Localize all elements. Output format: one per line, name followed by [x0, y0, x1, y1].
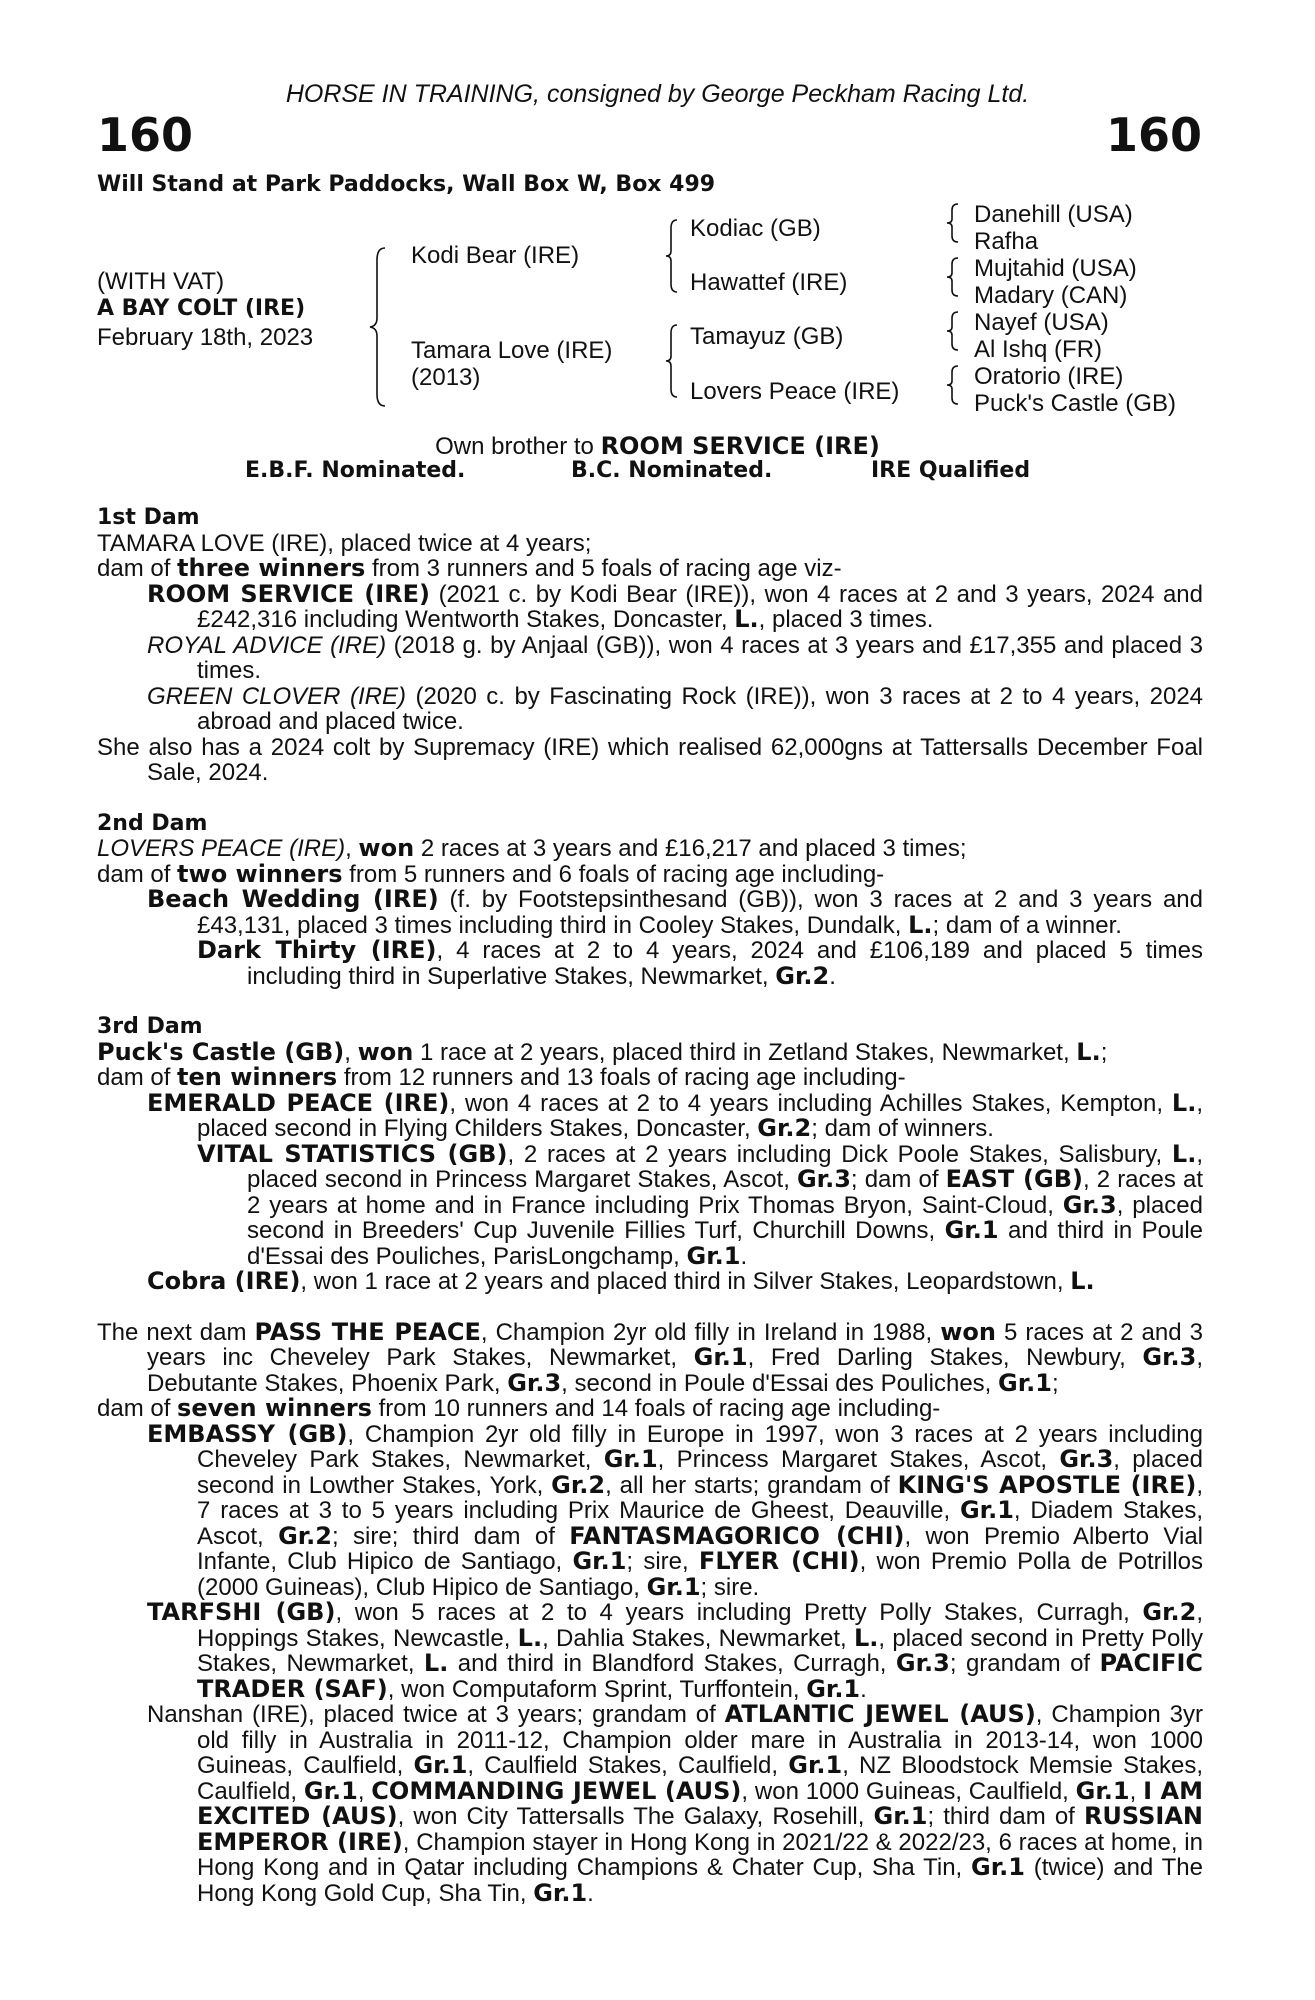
own-brother-name: ROOM SERVICE (IRE): [600, 432, 880, 460]
progeny-beach-wedding: Beach Wedding (IRE) (f. by Footstepsinthesand (GB)), won 3 races at 2 and 3 years and £43,131, placed 3 times including third in Cooley Stakes, Dundalk, L.; dam of a winner.: [147, 885, 1204, 939]
granddam-2: Madary (CAN): [974, 282, 1128, 309]
progeny-embassy: EMBASSY (GB), Champion 2yr old filly in Europe in 1997, won 3 races at 2 years including Cheveley Park Stakes, Newmarket, Gr.1, Princess Margaret Stakes, Ascot, Gr.3, placed second in Lowther Stakes, York, Gr.2, all her starts; grandam of KING'S APOSTLE (IRE), 7 races at 3 to 5 years including Prix Maurice de Gheest, Deauville, Gr.1, Diadem Stakes, Ascot, Gr.2; sire; third dam of FANTASMAGORICO (CHI), won Premio Alberto Vial Infante, Club Hipico de Santiago, Gr.1; sire, FLYER (CHI), won Premio Polla de Potrillos (2000 Guineas), Club Hipico de Santiago, Gr.1; sire.: [147, 1419, 1204, 1601]
first-dam-summary: dam of three winners from 3 runners and 5 foals of racing age viz-: [97, 554, 842, 582]
lot-number-right: 160: [1105, 108, 1202, 162]
catalogue-body: [97, 505, 1203, 1906]
first-dam-heading: 1st Dam: [97, 505, 200, 530]
pedigree-brace-dam: [664, 323, 680, 399]
dam-sire: Tamayuz (GB): [690, 323, 844, 350]
nomination-ebf: E.B.F. Nominated.: [245, 458, 466, 483]
progeny-vital-statistics: VITAL STATISTICS (GB), 2 races at 2 years including Dick Poole Stakes, Salisbury, L., placed second in Princess Margaret Stakes, Ascot, Gr.3; dam of EAST (GB), 2 races at 2 years at home and in France including Prix Thomas Bryon, Saint-Cloud, Gr.3, placed second in Breeders' Cup Juvenile Fillies Turf, Churchill Downs, Gr.1 and third in Poule d'Essai des Pouliches, ParisLongchamp, Gr.1.: [197, 1139, 1204, 1270]
grandsire-3: Nayef (USA): [974, 309, 1109, 336]
nomination-ire: IRE Qualified: [871, 458, 1031, 483]
next-dam-line: The next dam PASS THE PEACE, Champion 2yr old filly in Ireland in 1988, won 5 races at 2 and 3 years inc Cheveley Park Stakes, Newmarket, Gr.1, Fred Darling Stakes, Newbury, Gr.3, Debutante Stakes, Phoenix Park, Gr.3, second in Poule d'Essai des Pouliches, Gr.1;: [97, 1317, 1203, 1397]
pedigree-brace-main: [368, 246, 390, 408]
catalogue-header: HORSE IN TRAINING, consigned by George Peckham Racing Ltd.: [285, 80, 1030, 108]
grandsire-4: Oratorio (IRE): [974, 363, 1124, 390]
first-dam-line: TAMARA LOVE (IRE), placed twice at 4 years;: [97, 529, 592, 557]
second-dam-summary: dam of two winners from 5 runners and 6 foals of racing age including-: [97, 859, 885, 888]
granddam-1: Rafha: [974, 228, 1039, 255]
progeny-room-service: ROOM SERVICE (IRE) (2021 c. by Kodi Bear (IRE)), won 4 races at 2 and 3 years, 2024 and £242,316 including Wentworth Stakes, Doncaster, L., placed 3 times.: [147, 579, 1203, 633]
grandsire-2: Mujtahid (USA): [974, 255, 1137, 282]
next-dam-summary: dam of seven winners from 10 runners and 14 foals of racing age including-: [97, 1394, 941, 1422]
grandsire-1: Danehill (USA): [974, 201, 1133, 228]
sire-dam: Hawattef (IRE): [690, 269, 848, 296]
progeny-emerald-peace: EMERALD PEACE (IRE), won 4 races at 2 to 4 years including Achilles Stakes, Kempton, L., placed second in Flying Childers Stakes, Doncaster, Gr.2; dam of winners.: [147, 1088, 1204, 1142]
third-dam-heading: 3rd Dam: [97, 1014, 203, 1039]
pedigree-brace-g4: [945, 364, 961, 406]
third-dam-summary: dam of ten winners from 12 runners and 13 foals of racing age including-: [97, 1063, 906, 1091]
second-dam-heading: 2nd Dam: [97, 810, 208, 836]
pedigree-brace-g1: [945, 202, 961, 244]
sire: Kodi Bear (IRE): [411, 242, 580, 269]
granddam-4: Puck's Castle (GB): [974, 390, 1176, 417]
progeny-tarfshi: TARFSHI (GB), won 5 races at 2 to 4 years including Pretty Polly Stakes, Curragh, Gr.2, Hoppings Stakes, Newcastle, L., Dahlia Stakes, Newmarket, L., placed second in Pretty Polly Stakes, Newmarket, L. and third in Blandford Stakes, Curragh, Gr.3; grandam of PACIFIC TRADER (SAF), won Computaform Sprint, Turffontein, Gr.1.: [147, 1598, 1203, 1703]
horse-name: A BAY COLT (IRE): [97, 296, 306, 321]
pedigree-brace-g2: [945, 256, 961, 298]
sire-sire: Kodiac (GB): [690, 215, 821, 242]
own-brother-line: [0, 432, 1315, 461]
third-dam-line: Puck's Castle (GB), won 1 race at 2 years, placed third in Zetland Stakes, Newmarket, L.;: [97, 1037, 1108, 1066]
progeny-royal-advice: ROYAL ADVICE (IRE) (2018 g. by Anjaal (GB)), won 4 races at 3 years and £17,355 and placed 3 times.: [147, 631, 1204, 684]
pedigree-brace-g3: [945, 310, 961, 352]
progeny-nanshan: Nanshan (IRE), placed twice at 3 years; grandam of ATLANTIC JEWEL (AUS), Champion 3yr old filly in Australia in 2011-12, Champion older mare in Australia in 2013-14, won 1000 Guineas, Caulfield, Gr.1, Caulfield Stakes, Caulfield, Gr.1, NZ Bloodstock Memsie Stakes, Caulfield, Gr.1, COMMANDING JEWEL (AUS), won 1000 Guineas, Caulfield, Gr.1, I AM EXCITED (AUS), won City Tattersalls The Galaxy, Rosehill, Gr.1; third dam of RUSSIAN EMPEROR (IRE), Champion stayer in Hong Kong in 2021/22 & 2022/23, 6 races at home, in Hong Kong and in Qatar including Champions & Chater Cup, Sha Tin, Gr.1 (twice) and The Hong Kong Gold Cup, Sha Tin, Gr.1.: [147, 1700, 1204, 1907]
dam: Tamara Love (IRE): [411, 337, 613, 364]
dam-dam: Lovers Peace (IRE): [690, 378, 900, 405]
pedigree-brace-sire: [664, 218, 680, 294]
second-dam-line: LOVERS PEACE (IRE), won 2 races at 3 years and £16,217 and placed 3 times;: [97, 834, 967, 862]
nomination-bc: B.C. Nominated.: [571, 458, 773, 483]
stand-location: Will Stand at Park Paddocks, Wall Box W, Box 499: [97, 172, 716, 197]
own-brother-prefix: Own brother to: [435, 433, 601, 460]
progeny-dark-thirty: Dark Thirty (IRE), 4 races at 2 to 4 years, 2024 and £106,189 and placed 5 times including third in Superlative Stakes, Newmarket, Gr.2.: [197, 936, 1204, 990]
foaling-date: February 18th, 2023: [97, 324, 314, 351]
lot-number-left: 160: [97, 108, 194, 162]
foal-note: She also has a 2024 colt by Supremacy (IRE) which realised 62,000gns at Tattersalls December Foal Sale, 2024.: [97, 733, 1203, 786]
dam-year: (2013): [411, 364, 481, 391]
vat-note: (WITH VAT): [97, 268, 225, 295]
progeny-green-clover: GREEN CLOVER (IRE) (2020 c. by Fascinating Rock (IRE)), won 3 races at 2 to 4 years, 2024 abroad and placed twice.: [147, 682, 1204, 735]
granddam-3: Al Ishq (FR): [974, 336, 1103, 363]
progeny-cobra: Cobra (IRE), won 1 race at 2 years and placed third in Silver Stakes, Leopardstown, L.: [147, 1267, 1095, 1295]
